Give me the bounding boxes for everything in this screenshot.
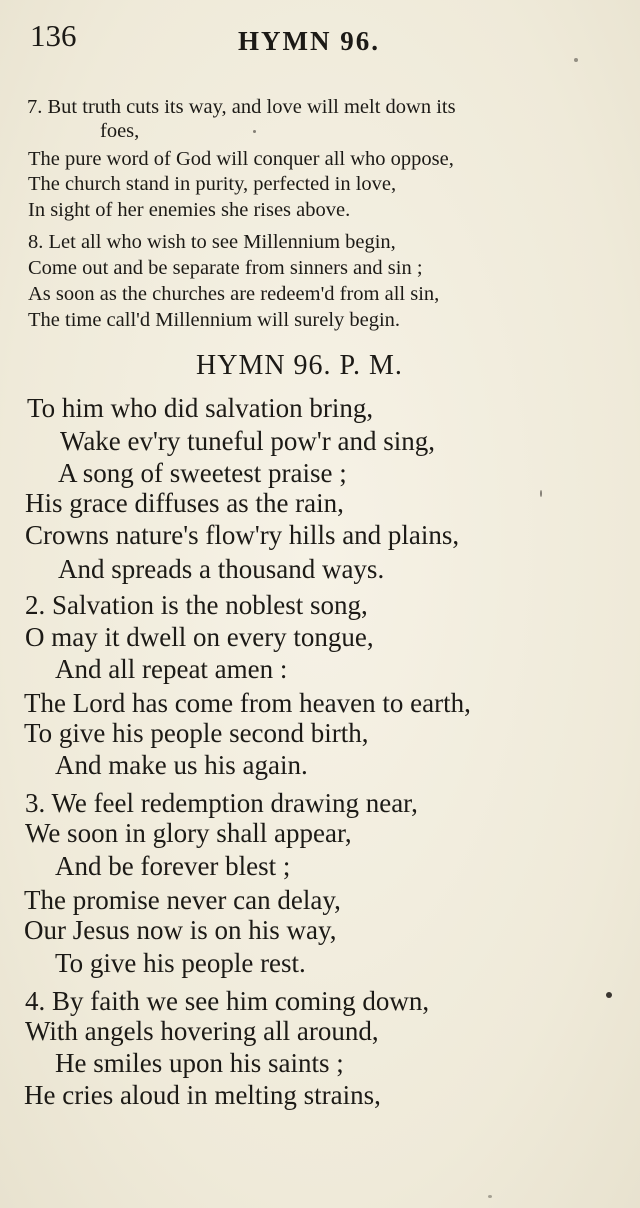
verse-line: The promise never can delay, (24, 885, 341, 915)
verse-line: To give his people rest. (55, 948, 306, 978)
verse-line: We soon in glory shall appear, (25, 818, 352, 848)
hymn-title: HYMN 96. P. M. (196, 350, 403, 381)
verse-line: Wake ev'ry tuneful pow'r and sing, (60, 426, 435, 456)
verse-line: 7. But truth cuts its way, and love will melt down its (27, 96, 456, 118)
verse-line: The pure word of God will conquer all who oppose, (28, 148, 454, 170)
verse-line: And make us his again. (55, 750, 308, 780)
ink-speck (574, 58, 578, 62)
verse-line: 2. Salvation is the noblest song, (25, 590, 368, 620)
ink-speck (606, 992, 612, 998)
verse-line: With angels hovering all around, (25, 1016, 379, 1046)
verse-line: His grace diffuses as the rain, (25, 488, 344, 518)
page-number: 136 (30, 18, 77, 53)
verse-line: And all repeat amen : (55, 654, 288, 684)
ink-speck (488, 1195, 492, 1198)
verse-line: And be forever blest ; (55, 851, 291, 881)
verse-line: And spreads a thousand ways. (58, 554, 385, 584)
verse-line: Our Jesus now is on his way, (24, 915, 337, 945)
verse-line: The time call'd Millennium will surely begin. (28, 309, 401, 331)
ink-speck (540, 490, 542, 497)
verse-line: 8. Let all who wish to see Millennium begin, (28, 231, 396, 253)
verse-line: As soon as the churches are redeem'd from all sin, (28, 283, 440, 305)
verse-line: In sight of her enemies she rises above. (28, 199, 351, 221)
verse-line: A song of sweetest praise ; (58, 458, 347, 488)
verse-line: To him who did salvation bring, (27, 393, 374, 423)
verse-line: 4. By faith we see him coming down, (25, 986, 430, 1016)
verse-line: Come out and be separate from sinners and sin ; (28, 257, 423, 279)
verse-line: He smiles upon his saints ; (55, 1048, 344, 1078)
verse-line: O may it dwell on every tongue, (25, 622, 374, 652)
verse-line: He cries aloud in melting strains, (24, 1080, 381, 1110)
verse-line: 3. We feel redemption drawing near, (25, 788, 418, 818)
ink-speck (253, 130, 256, 133)
verse-line: The church stand in purity, perfected in love, (28, 173, 397, 195)
verse-line: To give his people second birth, (24, 718, 369, 748)
verse-line: The Lord has come from heaven to earth, (24, 688, 471, 718)
running-head: HYMN 96. (238, 26, 380, 56)
verse-line: Crowns nature's flow'ry hills and plains, (25, 520, 460, 550)
verse-line: foes, (100, 120, 140, 142)
